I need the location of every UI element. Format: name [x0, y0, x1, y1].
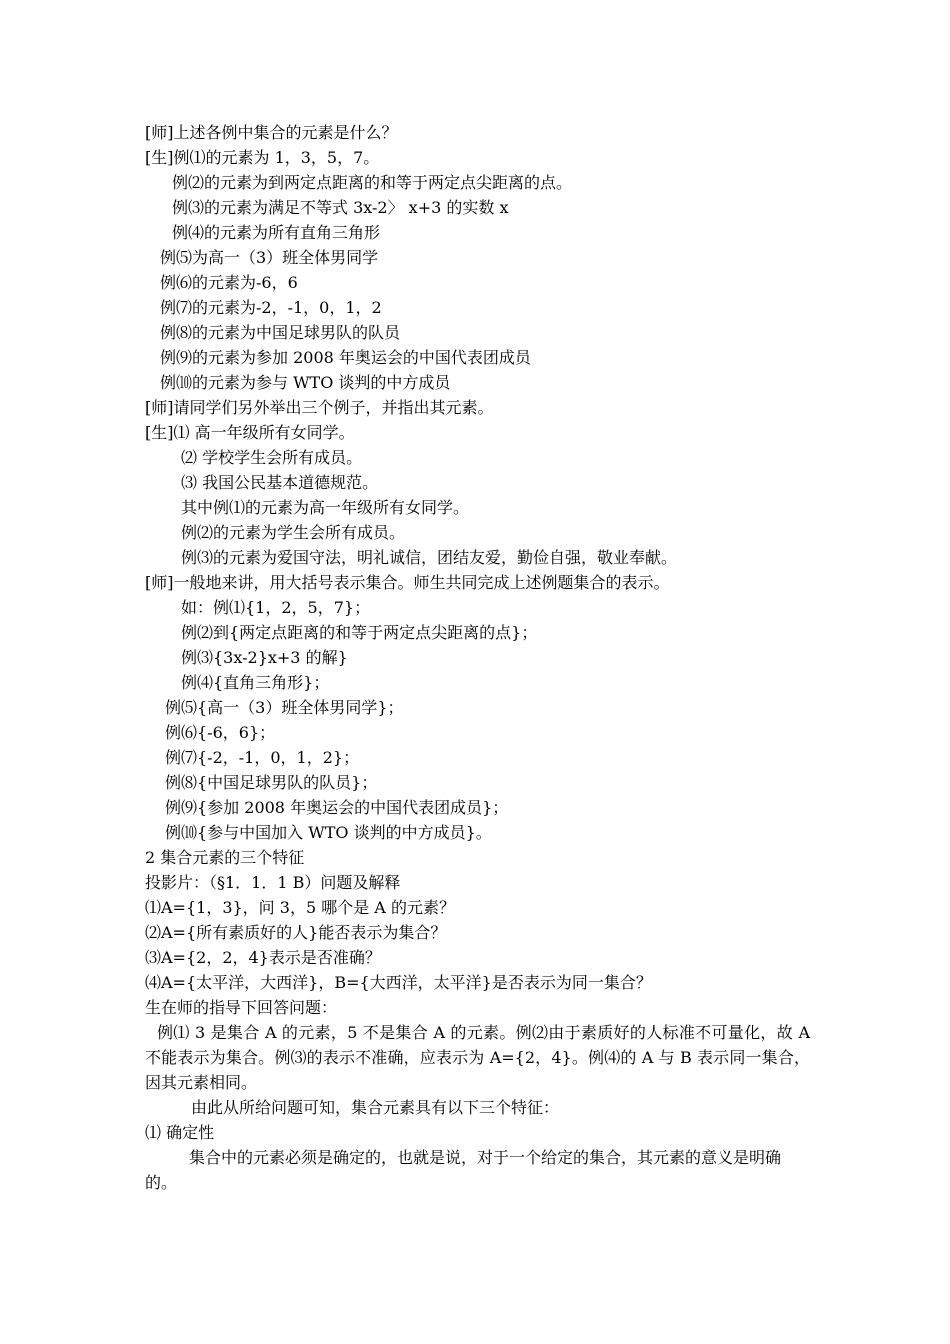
text-line: [师]请同学们另外举出三个例子，并指出其元素。: [145, 398, 494, 417]
text-line: 例⑹的元素为-6，6: [160, 273, 298, 292]
text-line: 例⑵的元素为学生会所有成员。: [181, 523, 406, 542]
question-line: ⑵A={所有素质好的人}能否表示为集合？: [145, 923, 447, 942]
text-line: 例⑸{高一（3）班全体男同学}；: [165, 698, 404, 717]
question-line: ⑴A={1，3}，问 3，5 哪个是 A 的元素？: [145, 898, 455, 917]
text-line: 例⑶{3x-2}x+3 的解}: [181, 648, 348, 667]
text-line: 例⑷的元素为所有直角三角形: [172, 223, 381, 242]
text-line: 如：例⑴{1，2，5，7}；: [181, 598, 371, 617]
text-line: 由此从所给问题可知，集合元素具有以下三个特征：: [191, 1098, 560, 1117]
text-line: 例⑺的元素为-2，-1，0，1，2: [160, 298, 382, 317]
text-line: 例⑷{直角三角形}；: [181, 673, 330, 692]
text-line: 生在师的指导下回答问题：: [145, 998, 338, 1017]
text-line: [师]一般地来讲，用大括号表示集合。师生共同完成上述例题集合的表示。: [145, 573, 670, 592]
text-line: 例⑸为高一（3）班全体男同学: [160, 248, 379, 267]
text-line: [生]⑴ 高一年级所有女同学。: [145, 423, 355, 442]
answer-paragraph: 例⑴ 3 是集合 A 的元素，5 不是集合 A 的元素。例⑵由于素质好的人标准不可量化，故 A 不能表示为集合。例⑶的表示不准确，应表示为 A={2，4}。例⑷的 A 与 B 表示同一集合，因其元素相同。: [145, 1023, 810, 1092]
text-line: 例⑵到{两定点距离的和等于两定点尖距离的点}；: [181, 623, 538, 642]
question-line: ⑷A={太平洋，大西洋}，B={大西洋，太平洋}是否表示为同一集合？: [145, 973, 652, 992]
question-line: ⑶A={2，2，4}表示是否准确？: [145, 948, 381, 967]
text-line: 例⑵的元素为到两定点距离的和等于两定点尖距离的点。: [172, 173, 573, 192]
text-line: 例⑼{参加 2008 年奥运会的中国代表团成员}；: [165, 798, 509, 817]
text-line: [师]上述各例中集合的元素是什么？: [145, 123, 398, 142]
text-line: 其中例⑴的元素为高一年级所有女同学。: [181, 498, 470, 517]
document-body: [145, 120, 810, 1195]
text-line: 例⑺{-2，-1，0，1，2}；: [165, 748, 360, 767]
text-line: 例⑽的元素为参与 WTO 谈判的中方成员: [160, 373, 451, 392]
section-heading: 2 集合元素的三个特征: [145, 848, 305, 867]
text-line: [生]例⑴的元素为 1，3，5，7。: [145, 148, 380, 167]
subsection-heading: ⑴ 确定性: [145, 1123, 215, 1142]
text-line: 例⑶的元素为满足不等式 3x-2〉 x+3 的实数 x: [172, 198, 509, 217]
text-line: ⑶ 我国公民基本道德规范。: [181, 473, 379, 492]
text-line: 投影片：（§1．1．1 B）问题及解释: [145, 873, 401, 892]
text-line: 例⑶的元素为爱国守法，明礼诚信，团结友爱，勤俭自强，敬业奉献。: [181, 548, 678, 567]
text-line: 例⑹{-6，6}；: [165, 723, 276, 742]
definition-paragraph: 集合中的元素必须是确定的，也就是说，对于一个给定的集合，其元素的意义是明确的。: [145, 1148, 782, 1192]
text-line: 例⑻的元素为中国足球男队的队员: [160, 323, 401, 342]
text-line: 例⑼的元素为参加 2008 年奥运会的中国代表团成员: [160, 348, 531, 367]
text-line: ⑵ 学校学生会所有成员。: [181, 448, 363, 467]
text-line: 例⑽{参与中国加入 WTO 谈判的中方成员}。: [165, 823, 492, 842]
text-line: 例⑻{中国足球男队的队员}；: [165, 773, 378, 792]
